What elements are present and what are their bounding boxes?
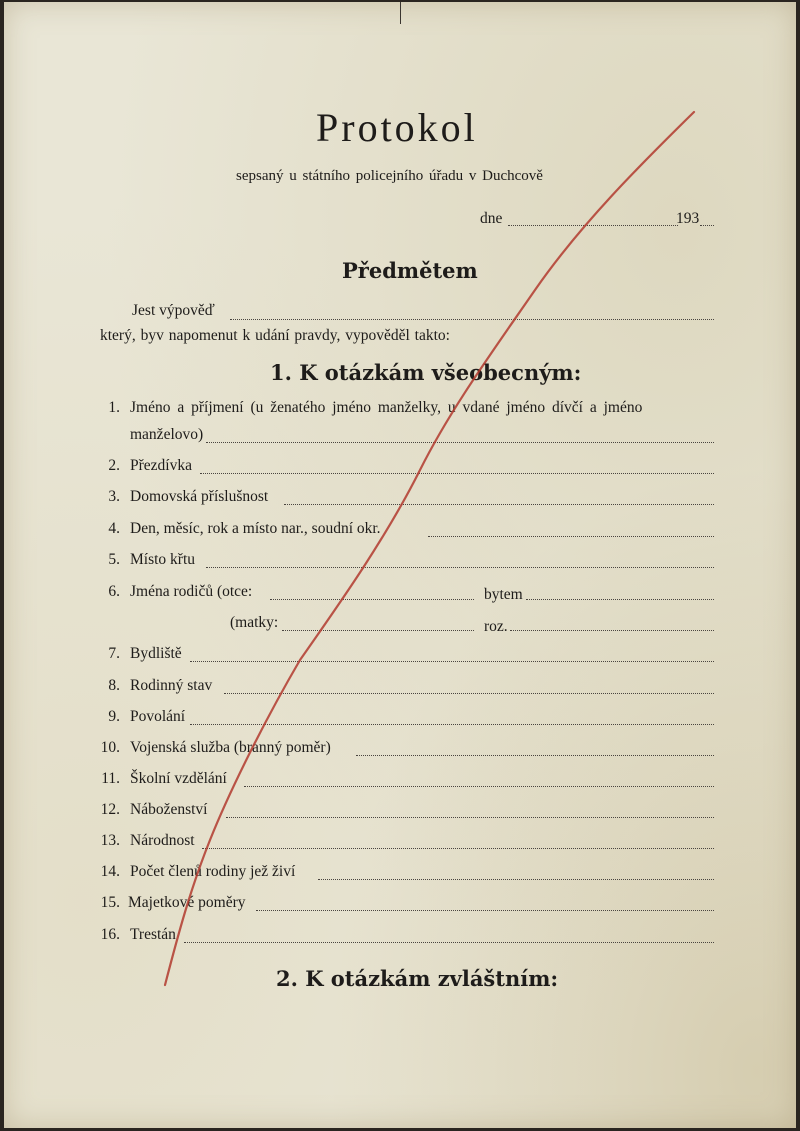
item-number: 3. <box>108 488 120 505</box>
statement-label: Jest výpověď <box>132 302 215 319</box>
item-label-property: Majetkové poměry <box>128 894 246 911</box>
item-label-maiden: roz. <box>484 618 508 635</box>
item-number: 8. <box>108 677 120 694</box>
item-label-name-cont: manželovo) <box>130 426 204 443</box>
date-label: dne <box>480 210 503 227</box>
document-subtitle: sepsaný u státního policejního úřadu v Duchcově <box>236 168 543 184</box>
item-label-occupation: Povolání <box>130 708 186 725</box>
item-label-dependents: Počet členů rodiny jež živí <box>130 863 296 880</box>
item-number: 6. <box>108 583 120 600</box>
date-year: 193 <box>676 210 700 227</box>
item-number: 15. <box>100 894 120 911</box>
item-label-nickname: Přezdívka <box>130 457 192 474</box>
item-label-parents: Jména rodičů (otce: <box>130 583 253 600</box>
item-number: 4. <box>108 520 120 537</box>
item-label-military: Vojenská služba (branný poměr) <box>130 739 331 756</box>
item-label-education: Školní vzdělání <box>130 770 227 787</box>
item-number: 11. <box>101 770 120 787</box>
item-label-mother: (matky: <box>230 614 279 631</box>
statement-line2: který, byv napomenut k udání pravdy, vypověděl takto: <box>100 327 450 344</box>
document-title: Protokol <box>316 105 478 150</box>
item-label-residence-place: Bydliště <box>130 645 182 662</box>
item-number: 13. <box>100 832 120 849</box>
item-label-religion: Náboženství <box>130 801 208 818</box>
section-general-heading: 1. K otázkám všeobecným: <box>270 360 582 385</box>
item-number: 14. <box>100 863 120 880</box>
item-number: 16. <box>100 926 120 943</box>
item-number: 1. <box>108 399 120 416</box>
item-label-birth: Den, měsíc, rok a místo nar., soudní okr. <box>130 520 381 537</box>
item-number: 7. <box>108 645 120 662</box>
section-special-heading: 2. K otázkám zvláštním: <box>276 966 559 991</box>
item-label-domicile: Domovská příslušnost <box>130 488 269 505</box>
item-label-nationality: Národnost <box>130 832 195 849</box>
item-number: 5. <box>108 551 120 568</box>
item-label-marital: Rodinný stav <box>130 677 213 694</box>
item-number: 2. <box>108 457 120 474</box>
item-number: 12. <box>100 801 120 818</box>
subject-heading: Předmětem <box>342 258 478 283</box>
item-label-convicted: Trestán <box>130 926 176 943</box>
item-number: 9. <box>108 708 120 725</box>
item-number: 10. <box>100 739 120 756</box>
item-label-baptism: Místo křtu <box>130 551 196 568</box>
item-label-name: Jméno a příjmení (u ženatého jméno manželky, u vdané jméno dívčí a jméno <box>130 399 643 416</box>
item-label-residence: bytem <box>484 586 523 603</box>
